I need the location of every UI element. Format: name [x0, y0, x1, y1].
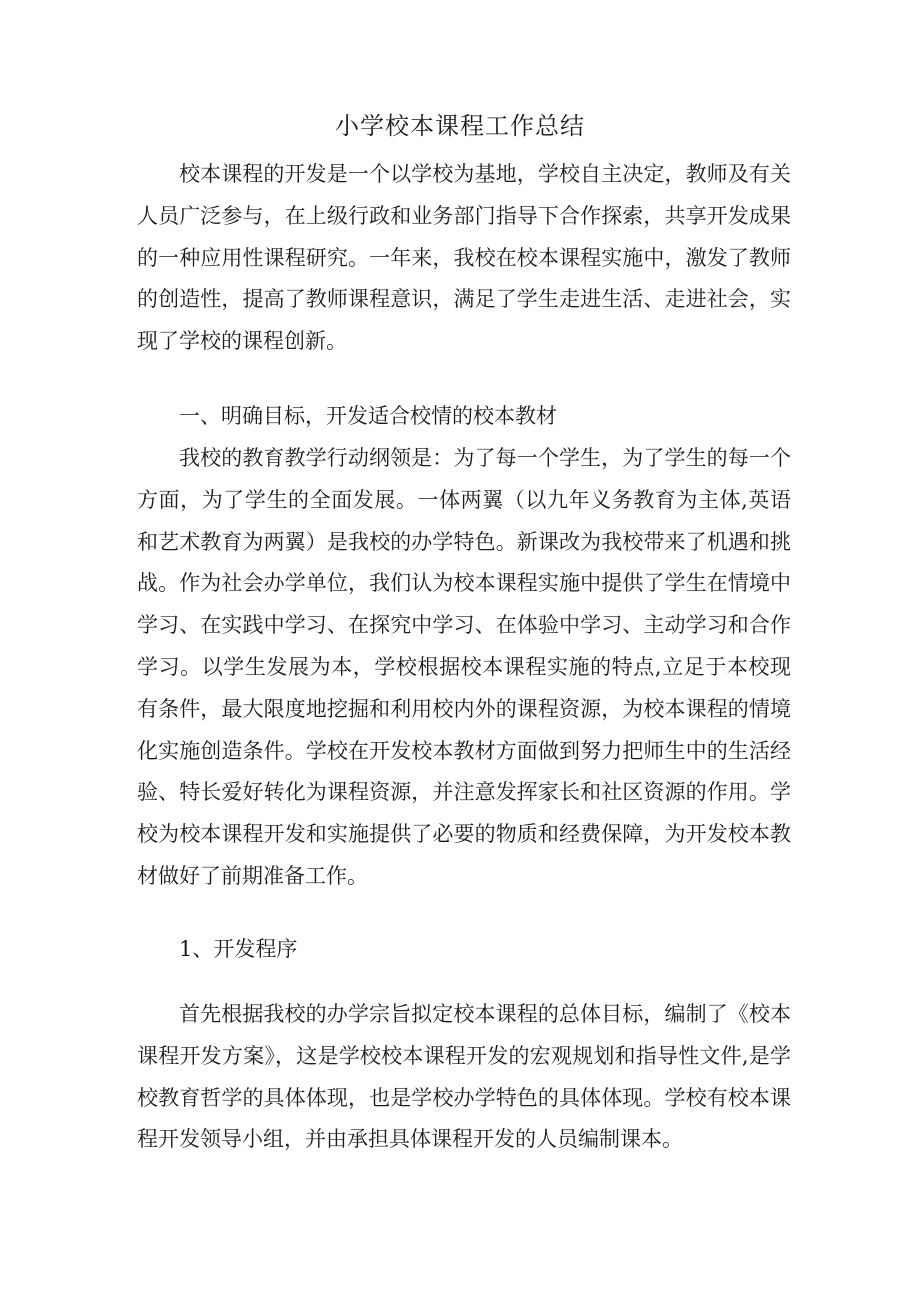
section-1-paragraph: 我校的教育教学行动纲领是：为了每一个学生，为了学生的每一个方面，为了学生的全面发展。一体两翼（以九年义务教育为主体,英语和艺术教育为两翼）是我校的办学特色。新课改为我校带来了机遇和挑战。作为社会办学单位，我们认为校本课程实施中提供了学生在情境中学习、在实践中学习、在探究中学习、在体验中学习、主动学习和合作学习。以学生发展为本，学校根据校本课程实施的特点,立足于本校现有条件，最大限度地挖掘和利用校内外的课程资源，为校本课程的情境化实施创造条件。学校在开发校本教材方面做到努力把师生中的生活经验、特长爱好转化为课程资源，并注意发挥家长和社区资源的作用。学校为校本课程开发和实施提供了必要的物质和经费保障，为开发校本教材做好了前期准备工作。 — [137, 446, 791, 888]
subsection-1-paragraph: 首先根据我校的办学宗旨拟定校本课程的总体目标，编制了《校本课程开发方案》，这是学校校本课程开发的宏观规划和指导性文件,是学校教育哲学的具体体现，也是学校办学特色的具体体现。学校有校本课程开发领导小组，并由承担具体课程开发的人员编制课本。 — [137, 1002, 791, 1152]
intro-paragraph: 校本课程的开发是一个以学校为基地，学校自主决定，教师及有关人员广泛参与，在上级行政和业务部门指导下合作探索，共享开发成果的一种应用性课程研究。一年来，我校在校本课程实施中，激发了教师的创造性，提高了教师课程意识，满足了学生走进生活、走进社会，实现了学校的课程创新。 — [137, 162, 791, 354]
section-heading-1: 一、明确目标，开发适合校情的校本教材 — [179, 404, 557, 428]
page-title: 小学校本课程工作总结 — [335, 112, 585, 140]
subsection-heading-1: 1、开发程序 — [179, 937, 298, 961]
